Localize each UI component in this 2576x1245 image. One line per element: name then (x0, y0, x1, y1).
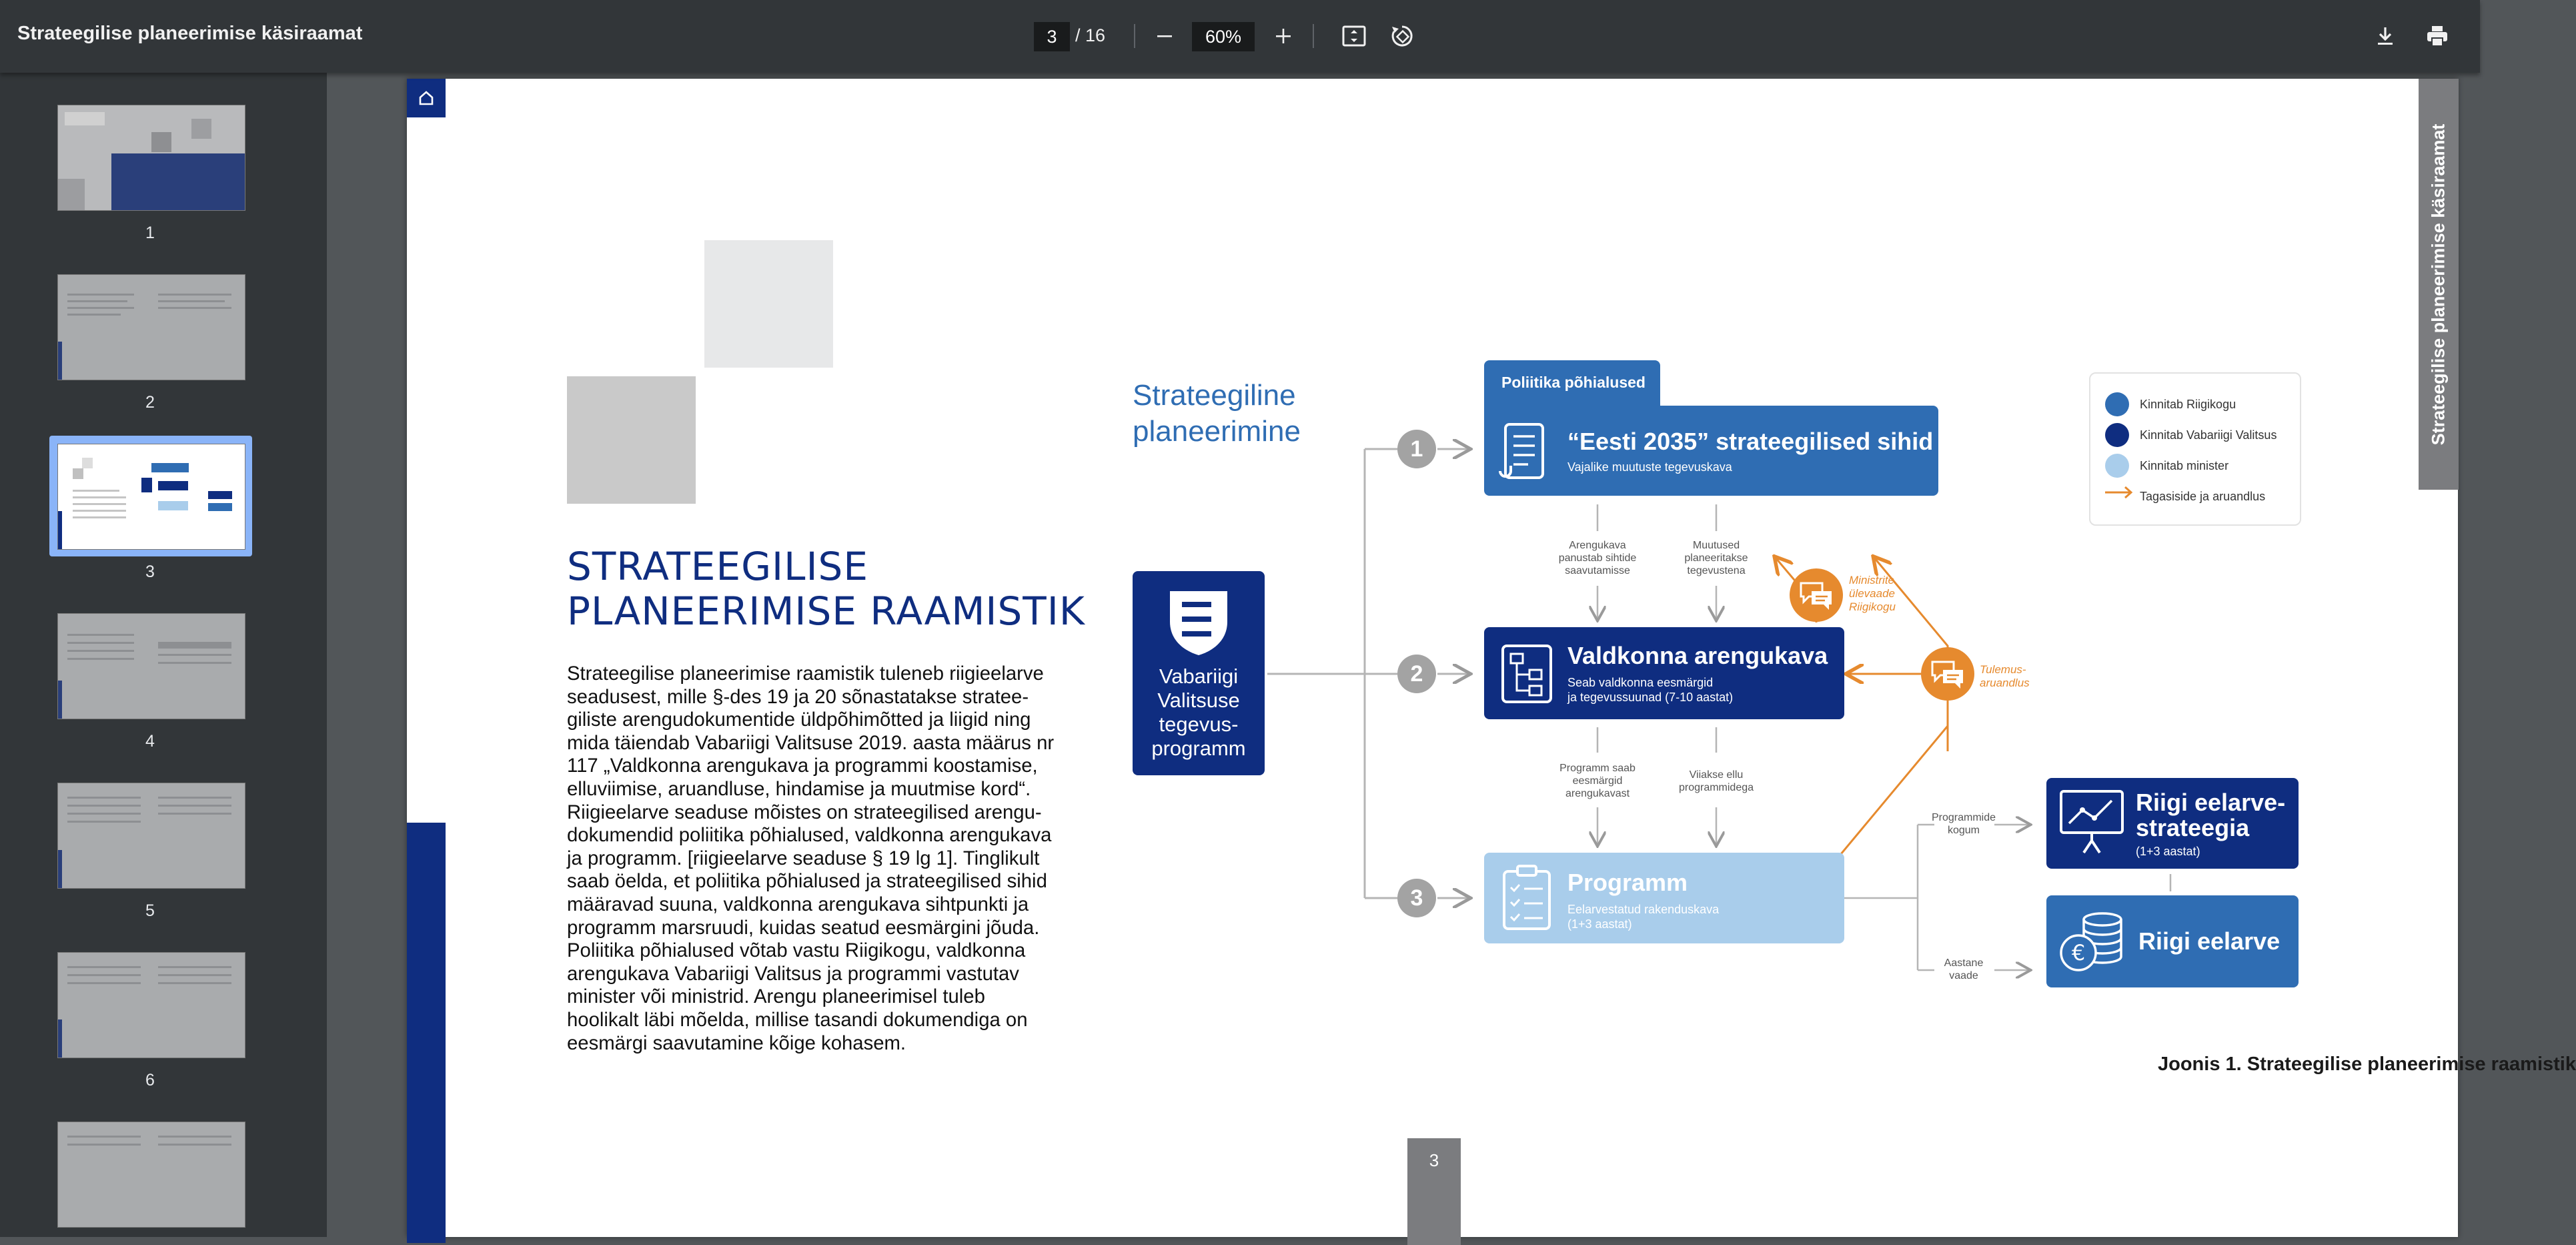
page-thumbnail-7[interactable] (57, 1122, 245, 1228)
thumbnail-number: 3 (145, 562, 155, 581)
arrow-label-line: tegevustena (1687, 565, 1746, 576)
government-program-box (1133, 571, 1265, 775)
page-thumbnail-1[interactable] (57, 105, 245, 211)
coat-of-arms-icon (1166, 587, 1231, 657)
legend-label: Kinnitab Vabariigi Valitsus (2140, 428, 2277, 442)
feedback-label-line: Tulemus- (1980, 663, 2026, 676)
side-tab-label: Strateegilise planeerimise käsiraamat (2428, 123, 2449, 445)
budget-title: Riigi eelarve (2138, 927, 2281, 955)
arrow-label (1551, 539, 1644, 577)
clipboard-checklist-icon (1501, 863, 1552, 931)
arrow-label-line: Programmide (1931, 812, 1996, 823)
policy-foundations-tab (1484, 360, 1660, 410)
policy-foundations-label: Poliitika põhialused (1501, 374, 1646, 391)
arrow-label-line: Viiakse ellu (1689, 769, 1744, 781)
zoom-out-button[interactable] (1149, 20, 1181, 52)
gov-program-line: tegevus- (1159, 713, 1239, 736)
hierarchy-icon (1500, 643, 1553, 705)
feedback-circle-upper (1790, 568, 1843, 622)
thumbnail-number: 2 (145, 393, 155, 412)
diagram-legend (2089, 372, 2301, 526)
feedback-label-upper (1849, 574, 1896, 614)
level-1-subtitle: Vajalike muutuste tegevuskava (1567, 460, 1732, 474)
feedback-label-line: aruandlus (1980, 677, 2030, 689)
thumbnail-number: 1 (145, 224, 155, 242)
gov-program-line: programm (1151, 737, 1246, 760)
page-thumbnail-4[interactable] (57, 613, 245, 719)
level-3-subtitle-line: Eelarvestatud rakenduskava (1567, 903, 1720, 916)
level-number-circle: 2 (1397, 655, 1436, 693)
feedback-label-line: Riigikogu (1849, 600, 1896, 613)
page-total: / 16 (1075, 25, 1106, 45)
arrow-label-line: eesmärgid (1572, 775, 1623, 787)
arrow-label (1670, 539, 1763, 577)
feedback-circle-lower (1921, 647, 1974, 701)
rotate-button[interactable] (1386, 20, 1418, 52)
arrow-label-line: saavutamisse (1565, 565, 1630, 576)
svg-text:€: € (2071, 940, 2086, 965)
legend-swatch (2105, 423, 2129, 447)
legend-swatch (2105, 392, 2129, 416)
arrow-label (1670, 769, 1763, 794)
arrow-label (1551, 762, 1644, 800)
download-icon (2374, 25, 2397, 47)
arrow-label-line: programmidega (1678, 782, 1754, 793)
diagram-title-line: Strateegiline (1133, 379, 1296, 412)
orange-arrow-icon (2104, 484, 2134, 500)
zoom-in-button[interactable] (1267, 20, 1299, 52)
page-thumbnail-5[interactable] (57, 783, 245, 889)
toolbar-divider (1313, 24, 1314, 48)
diagram-title-line: planeerimine (1133, 415, 1301, 448)
budget-strategy-title-line: Riigi eelarve- (2136, 789, 2286, 816)
arrow-label-line: Muutused (1692, 540, 1740, 551)
toolbar-divider (1134, 24, 1135, 48)
thumbnail-number: 6 (145, 1071, 155, 1090)
legend-label: Kinnitab Riigikogu (2140, 398, 2236, 411)
minus-icon (1155, 27, 1174, 45)
arrow-label-line: Arengukava (1569, 540, 1626, 551)
page-thumbnail-3[interactable] (57, 444, 245, 550)
presentation-chart-icon (2057, 787, 2126, 857)
rotate-icon (1389, 23, 1415, 49)
arrow-label (1929, 811, 1998, 837)
page-number: 3 (1429, 1150, 1439, 1170)
budget-box (2046, 895, 2299, 987)
pdf-page (407, 79, 2576, 1237)
page-thumbnail-6[interactable] (57, 952, 245, 1058)
pdf-toolbar (0, 0, 2480, 73)
budget-strategy-title (2136, 790, 2285, 841)
coins-euro-icon (2058, 910, 2128, 974)
chat-bubbles-icon (1930, 659, 1966, 689)
arrow-label (1929, 957, 1998, 982)
legend-label: Kinnitab minister (2140, 459, 2229, 472)
page-number-input[interactable] (1034, 22, 1070, 51)
level-3-title: Programm (1567, 869, 1688, 896)
arrow-label-line: arengukavast (1565, 788, 1630, 799)
level-3-subtitle (1567, 902, 1719, 931)
gov-program-line: Vabariigi (1159, 665, 1239, 688)
chat-bubbles-icon (1798, 580, 1834, 610)
level-2-subtitle-line: Seab valdkonna eesmärgid (1567, 676, 1714, 689)
body-paragraph: Strateegilise planeerimise raamistik tuleneb riigieelarve seadusest, mille §-des 19 ja 20 sõnastatakse strateegiliste arengudokumentide üldpõhimõtted ja liigid ning mida täiendab Vabariigi Valitsuse 2019. aasta määrus nr 117 „Valdkonna arengukava ja programmi koostamise, elluviimise, aruandluse, hindamise ja muutmise kord“. Riigieelarve seaduse mõistes on strateegilised arengudokumendid poliitika põhialused, valdkonna arengukava ja programm. [riigieelarve seaduse § 19 lg 1]. Tinglikult saab öelda, et poliitika põhialused ja strateegilised sihid määravad suuna, valdkonna arengukava sihtpunkti ja programm marsruudi, kuidas seatud eesmärgini jõuda. Poliitika põhialused võtab vastu Riigikogu, valdkonna arengukava Vabariigi Valitsus ja programmi vastutav minister või ministrid. Arengu planeerimisel tuleb hoolikalt läbi mõelda, millise tasandi dokumendiga on eesmärgi saavutamine kõige kohasem. (567, 663, 1055, 1054)
arrow-label-line: panustab sihtide (1558, 552, 1637, 564)
level-1-title: “Eesti 2035” strateegilised sihid (1567, 428, 1934, 455)
page-thumbnail-2[interactable] (57, 274, 245, 380)
level-2-subtitle-line: ja tegevussuunad (7-10 aastat) (1567, 691, 1734, 704)
legend-swatch (2105, 454, 2129, 478)
print-button[interactable] (2421, 20, 2453, 52)
arrow-label-line: Aastane (1944, 957, 1984, 969)
scroll-icon (1499, 419, 1552, 483)
level-1-box (1484, 406, 1938, 496)
fit-to-page-icon (1341, 23, 1367, 49)
level-3-box (1484, 853, 1844, 943)
figure-caption: Joonis 1. Strateegilise planeerimise raamistik (2157, 1054, 2576, 1075)
thumbnail-sidebar (0, 73, 327, 1237)
print-icon (2425, 24, 2449, 48)
level-2-title: Valdkonna arengukava (1567, 642, 1828, 669)
arrow-label-line: kogum (1947, 825, 1980, 836)
thumbnail-number: 4 (145, 732, 155, 751)
budget-strategy-subtitle: (1+3 aastat) (2136, 845, 2200, 858)
download-button[interactable] (2369, 20, 2401, 52)
feedback-label-line: ülevaade (1849, 587, 1896, 600)
document-title: Strateegilise planeerimise käsiraamat (17, 23, 363, 44)
level-number-circle: 3 (1397, 879, 1436, 917)
thumbnail-number: 5 (145, 901, 155, 920)
arrow-label-line: vaade (1949, 970, 1978, 981)
budget-strategy-title-line: strateegia (2136, 814, 2250, 841)
feedback-label-line: Ministrite (1849, 574, 1895, 586)
zoom-input[interactable] (1192, 22, 1255, 51)
gov-program-line: Valitsuse (1157, 689, 1240, 712)
plus-icon (1274, 27, 1293, 45)
legend-label: Tagasiside ja aruandlus (2140, 490, 2266, 503)
feedback-label-lower (1980, 663, 2030, 690)
diagram-connectors (407, 79, 2458, 1237)
arrow-label-line: Programm saab (1559, 763, 1636, 774)
level-2-box (1484, 627, 1844, 719)
level-3-subtitle-line: (1+3 aastat) (1567, 917, 1632, 931)
fit-page-button[interactable] (1338, 20, 1370, 52)
arrow-label-line: planeeritakse (1684, 552, 1748, 564)
budget-strategy-box (2046, 778, 2299, 869)
heading-line: PLANEERIMISE RAAMISTIK (567, 588, 1085, 634)
level-2-subtitle (1567, 675, 1733, 705)
heading-line: STRATEEGILISE (567, 544, 869, 589)
level-number-circle: 1 (1397, 430, 1436, 468)
